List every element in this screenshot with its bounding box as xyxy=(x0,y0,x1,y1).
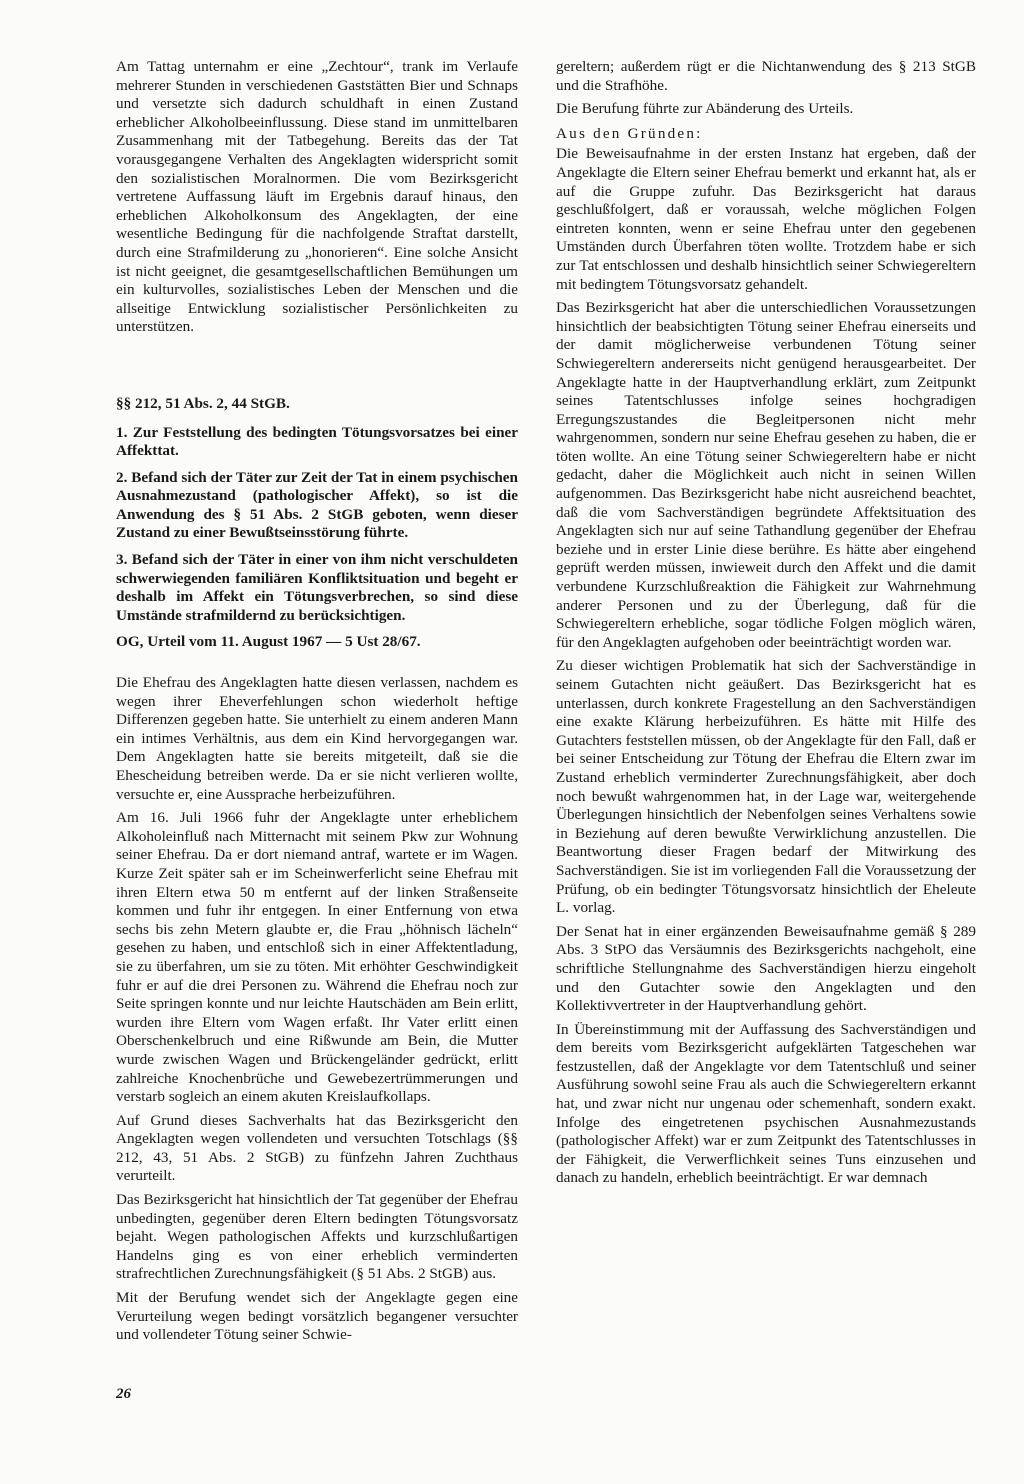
facts-paragraph: Die Ehefrau des Angeklagten hatte diesen verlassen, nachdem es wegen ihrer Eheverfehlungen schon wiederholt heftige Differenzen gegeben hatte. Sie unterhielt zu einem anderen Mann ein intimes Verhältnis, aus dem ein Kind hervorgegangen war. Dem Angeklagten hatte sie bereits mitgeteilt, daß sie die Ehescheidung betreiben werde. Da er sie nicht verlieren wollte, versuchte er, eine Aussprache herbeizuführen. xyxy=(116,674,518,803)
left-column xyxy=(116,58,518,1350)
reasons-paragraph: Das Bezirksgericht hat aber die unterschiedlichen Voraussetzungen hinsichtlich der beabsichtigten Tötung seiner Ehefrau einerseits und der damit möglicherweise verbundenen Tötung seiner Schwiegereltern andererseits nicht genügend herausgearbeitet. Der Angeklagte hatte in der Hauptverhandlung erklärt, zum Zeitpunkt seines Tatentschlusses infolge seines hochgradigen Erregungszustandes die Begleitpersonen nicht mehr wahrgenommen, sondern nur seine Ehefrau gesehen zu haben, die er töten wollte. An eine Tötung seiner Schwiegereltern habe er nicht gedacht, daher die Möglichkeit auch nicht in seinen Willen aufgenommen. Das Bezirksgericht habe nicht ausreichend beachtet, daß die vom Sachverständigen begründete Affektsituation des Angeklagten sich nur auf seine Tathandlung gegenüber der Ehefrau beziehe und in erster Linie diese berühre. Es hätte aber eingehend geprüft werden müssen, inwieweit durch den Affekt und die damit verbundene Kurzschlußreaktion die Fähigkeit zur Wahrnehmung anderer Personen und zu der Überlegung, daß für die Schwiegereltern erhebliche, sogar tödliche Folgen möglich wären, für den Angeklagten aufgehoben oder beeinträchtigt worden war. xyxy=(556,299,976,651)
leitsatz-3: 3. Befand sich der Täter in einer von ihm nicht verschuldeten schwerwiegenden familiären Konfliktsituation und begeht er deshalb im Affekt ein Tötungsverbrechen, so sind diese Umstände strafmildernd zu berücksichtigen. xyxy=(116,551,518,624)
reasons-heading: Aus den Gründen: xyxy=(556,124,703,142)
facts-paragraph: Auf Grund dieses Sachverhalts hat das Bezirksgericht den Angeklagten wegen vollendeten und versuchten Totschlags (§§ 212, 43, 51 Abs. 2 StGB) zu fünfzehn Jahren Zuchthaus verurteilt. xyxy=(116,1111,518,1185)
facts-paragraph: Das Bezirksgericht hat hinsichtlich der Tat gegenüber der Ehefrau unbedingten, gegenüber deren Eltern bedingten Tötungsvorsatz bejaht. Wegen pathologischen Affekts und kurzschlußartigen Handelns ging es von einer erheblich verminderten strafrechtlichen Zurechnungsfähigkeit (§ 51 Abs. 2 StGB) aus. xyxy=(116,1191,518,1283)
leitsatz-1: 1. Zur Feststellung des bedingten Tötungsvorsatzes bei einer Affekttat. xyxy=(116,423,518,460)
norms-heading: §§ 212, 51 Abs. 2, 44 StGB. xyxy=(116,394,290,412)
facts-paragraph: Am 16. Juli 1966 fuhr der Angeklagte unter erheblichem Alkoholeinfluß nach Mitternacht mit seinem Pkw zur Wohnung seiner Ehefrau. Da er dort niemand antraf, wartete er im Wagen. Kurze Zeit später sah er im Scheinwerferlicht seine Ehefrau mit ihren Eltern etwa 50 m entfernt auf der linken Straßenseite kommen und fuhr ihr entgegen. In einer Entfernung von etwa sechs bis zehn Metern glaubte er, die Frau „höhnisch lächeln“ gesehen zu haben, und entschloß sich in einer Affektentladung, sie zu überfahren, um sie zu töten. Mit erhöhter Geschwindigkeit fuhr er auf die drei Personen zu. Während die Ehefrau noch zur Seite springen konnte und nur leichte Hautschäden am Bein erlitt, wurden ihre Eltern vom Wagen erfaßt. Ihr Vater erlitt einen Oberschenkelbruch und eine Rißwunde am Bein, die Mutter wurde zwischen Wagen und Brückengeländer gedrückt, erlitt zahlreiche Knochenbrüche und Gewebezertrümmerungen und verstarb sogleich an einem akuten Kreislaufkollaps. xyxy=(116,809,518,1106)
court-citation: OG, Urteil vom 11. August 1967 — 5 Ust 28/67. xyxy=(116,633,421,651)
reasons-paragraph: In Übereinstimmung mit der Auffassung des Sachverständigen und dem bereits vom Bezirksgericht aufgeklärten Tatgeschehen war festzustellen, daß der Angeklagte vor dem Tatentschluß und seiner Ausführung sowohl seine Frau als auch die Schwiegereltern erkannt hat, und zwar nicht nur ungenau oder schemenhaft, sondern exakt. Infolge des eingetretenen psychischen Ausnahmezustands (pathologischer Affekt) war er zum Zeitpunkt des Tatentschlusses in der Fähigkeit, die Verwerflichkeit seines Tuns einzusehen und danach zu handeln, erheblich beeinträchtigt. Er war demnach xyxy=(556,1020,976,1187)
continuation-paragraph: gereltern; außerdem rügt er die Nichtanwendung des § 213 StGB und die Strafhöhe. xyxy=(556,58,976,94)
intro-paragraph: Am Tattag unternahm er eine „Zechtour“, trank im Verlaufe mehrerer Stunden in verschiedenen Gaststätten Bier und Schnaps und versetzte sich dadurch schuldhaft in einen Zustand erheblicher Alkoholbeeinflussung. Diese stand im unmittelbaren Zusammenhang mit der Tatbegehung. Bereits das der Tat vorausgegangene Verhalten des Angeklagten widerspricht somit den sozialistischen Moralnormen. Die vom Bezirksgericht vertretene Auffassung läuft im Ergebnis darauf hinaus, den erheblichen Alkoholkonsum des Angeklagten, der eine wesentliche Bedingung für die nachfolgende Straftat darstellt, durch eine Strafmilderung zu „honorieren“. Eine solche Ansicht ist nicht geeignet, die gesamtgesellschaftlichen Bemühungen um ein kulturvolles, sozialistisches Leben der Menschen und die allseitige Entwicklung sozialistischer Persönlichkeiten zu unterstützen. xyxy=(116,58,518,336)
reasons-paragraph: Der Senat hat in einer ergänzenden Beweisaufnahme gemäß § 289 Abs. 3 StPO das Versäumnis des Bezirksgerichts nachgeholt, eine schriftliche Stellungnahme des Sachverständigen hierzu eingeholt und den Gutachter sowie den Angeklagten und den Kollektivvertreter in der Hauptverhandlung gehört. xyxy=(556,922,976,1015)
facts-paragraph: Mit der Berufung wendet sich der Angeklagte gegen eine Verurteilung wegen bedingt vorsätzlich begangener versuchter und vollendeter Tötung seiner Schwie- xyxy=(116,1289,518,1344)
decision-sentence: Die Berufung führte zur Abänderung des Urteils. xyxy=(556,100,854,118)
reasons-paragraph: Zu dieser wichtigen Problematik hat sich der Sachverständige in seinem Gutachten nicht geäußert. Das Bezirksgericht hat es unterlassen, durch konkrete Fragestellung an den Sachverständigen eine exakte Klärung herbeizuführen. Es hätte mit Hilfe des Gutachters feststellen müssen, ob der Angeklagte für den Fall, daß er bei seiner Entscheidung zur Tötung der Ehefrau die Eltern zwar im Zustand erheblich verminderter Zurechnungsfähigkeit, aber doch noch bewußt wahrgenommen hat, in der Lage war, weitergehende Überlegungen hinsichtlich der Nebenfolgen seines Verhaltens sowie in Beziehung auf deren bewußte Verwirklichung anzustellen. Die Beantwortung dieser Fragen bedarf der Mitwirkung des Sachverständigen. Sie ist im vorliegenden Fall die Voraussetzung der Prüfung, ob ein bedingter Tötungsvorsatz hinsichtlich der Eheleute L. vorlag. xyxy=(556,657,976,917)
right-column xyxy=(556,58,976,1193)
page-number: 26 xyxy=(116,1386,131,1402)
reasons-paragraph: Die Beweisaufnahme in der ersten Instanz hat ergeben, daß der Angeklagte die Eltern seiner Ehefrau bemerkt und erkannt hat, als er auf die Gruppe zufuhr. Das Bezirksgericht hat daraus geschlußfolgert, daß er voraussah, welche möglichen Folgen eintreten konnten, wenn er seine Ehefrau unter den gegebenen Umständen durch Überfahren töten wollte. Trotzdem habe er sich zur Tat entschlossen und deshalb hinsichtlich seiner Schwiegereltern mit bedingtem Tötungsvorsatz gehandelt. xyxy=(556,145,976,293)
leitsatz-2: 2. Befand sich der Täter zur Zeit der Tat in einem psychischen Ausnahmezustand (pathologischer Affekt), so ist die Anwendung des § 51 Abs. 2 StGB geboten, wenn dieser Zustand zu einer Bewußtseinsstörung führte. xyxy=(116,468,518,542)
